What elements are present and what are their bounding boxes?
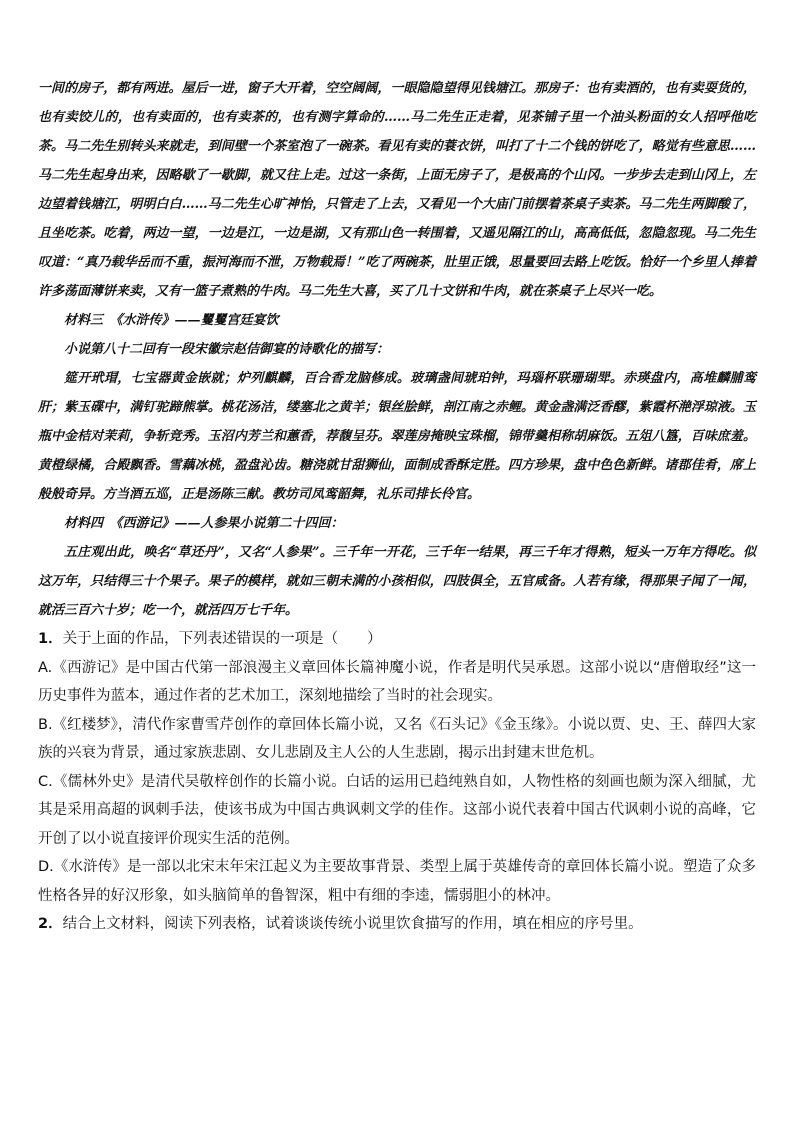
question-2-stem <box>38 910 756 939</box>
question-1-number: 1． <box>38 631 63 647</box>
material-3-intro: 小说第八十二回有一段宋徽宗赵佶御宴的诗歌化的描写： <box>64 342 390 357</box>
question-2-number: 2． <box>38 916 63 932</box>
question-1-stem <box>38 625 756 654</box>
material-4-body: 五庄观出此，唤名“草还丹”，又名“人参果”。三千年一开花，三千年一结果，再三千年才得熟，短头一万年方得吃。似这万年，只结得三十个果子。果子的模样，就如三朝未满的小孩相似，四肢俱全，五官咸备。人若有缘，得那果子闻了一闻，就活三百六十岁；吃一个，就活四万七千年。 <box>38 545 756 618</box>
passage-paragraph-1: 一间的房子，都有两进。屋后一进，窗子大开着，空空阔阔，一眼隐隐望得见钱塘江。那房子：也有卖酒的，也有卖耍货的，也有卖饺儿的，也有卖面的，也有卖茶的，也有测字算命的……马二先生正走着，见茶铺子里一个油头粉面的女人招呼他吃茶。马二先生别转头来就走，到间壁一个茶室泡了一碗茶。看见有卖的蓑衣饼，叫打了十二个钱的饼吃了，略觉有些意思……马二先生起身出来，因略歇了一歇脚，就又往上走。过这一条街，上面无房子了，是极高的个山冈。一步步去走到山冈上，左边望着钱塘江，明明白白……马二先生心旷神怡，只管走了上去，又看见一个大庙门前摆着茶桌子卖茶。马二先生两脚酸了，且坐吃茶。吃着，两边一望，一边是江，一边是湖，又有那山色一转围着，又遥见隔江的山，高高低低，忽隐忽现。马二先生叹道：“真乃载华岳而不重，振河海而不泄，万物载焉！”吃了两碗茶，肚里正饿，思量要回去路上吃饭。恰好一个乡里人捧着许多荡面薄饼来卖，又有一篮子煮熟的牛肉。马二先生大喜，买了几十文饼和牛肉，就在茶桌子上尽兴一吃。 <box>38 81 756 299</box>
material-4-title: 材料四 《西游记》——人参果小说第二十四回： <box>64 516 344 531</box>
question-1-text: 关于上面的作品，下列表述错误的一项是（ ） <box>62 631 382 647</box>
material-3-body: 筵开玳瑁，七宝器黄金嵌就；炉列麒麟，百合香龙脑修成。玻璃盏间琥珀钟，玛瑙杯联珊瑚斝。赤瑛盘内，高堆麟脯鸾肝；紫玉碟中，满钉驼蹄熊掌。桃花汤洁，缕塞北之黄羊；银丝脍鲜，剖江南之赤鲤。黄金盏满泛香醪，紫霞杯滟浮琼液。玉瓶中金桔对茉莉，争斩竞秀。玉沼内芳兰和蕙香，荐馥呈芬。翠莲房掩映宝珠榴，锦带羹相称胡麻饭。五俎八簋，百味庶羞。黄橙绿橘，合殿飘香。雪藕冰桃，盈盘沁齿。糖浇就甘甜狮仙，面制成香酥定胜。四方珍果，盘中色色新鲜。诸郡佳肴，席上般般奇异。方当酒五巡，正是汤陈三献。教坊司凤鸾韶舞，礼乐司排长伶官。 <box>38 371 756 502</box>
option-d: D.《水浒传》是一部以北宋末年宋江起义为主要故事背景、类型上属于英雄传奇的章回体长篇小说。塑造了众多性格各异的好汉形象，如头脑简单的鲁智深，粗中有细的李逵，懦弱胆小的林冲。 <box>38 859 756 904</box>
option-c: C.《儒林外史》是清代吴敬梓创作的长篇小说。白话的运用已趋纯熟自如，人物性格的刻画也颇为深入细腻，尤其是采用高超的讽刺手法，使该书成为中国古典讽刺文学的佳作。这部小说代表着中国古代讽刺小说的高峰，它开创了以小说直接评价现实生活的范例。 <box>38 773 756 847</box>
question-2-text: 结合上文材料，阅读下列表格，试着谈谈传统小说里饮食描写的作用，填在相应的序号里。 <box>62 916 643 932</box>
option-b: B.《红楼梦》，清代作家曹雪芹创作的章回体长篇小说，又名《石头记》《金玉缘》。小说以贾、史、王、薛四大家族的兴衰为背景，通过家族悲剧、女儿悲剧及主人公的人生悲剧，揭示出封建末世危机。 <box>38 716 756 761</box>
option-a: A.《西游记》是中国古代第一部浪漫主义章回体长篇神魔小说，作者是明代吴承恩。这部小说以“唐僧取经”这一历史事件为蓝本，通过作者的艺术加工，深刻地描绘了当时的社会现实。 <box>38 659 756 704</box>
material-3-title: 材料三 《水浒传》——矍矍宫廷宴饮 <box>64 313 279 328</box>
